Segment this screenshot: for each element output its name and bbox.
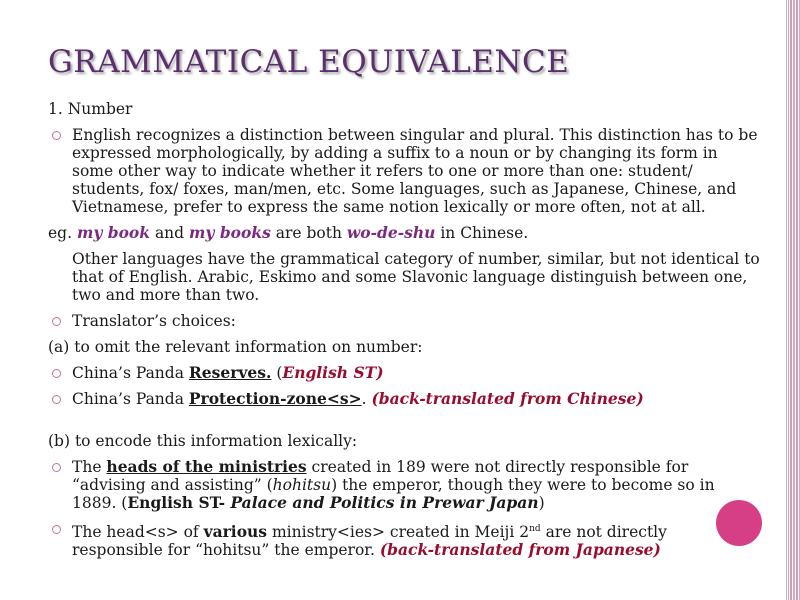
bullet-reserves (48, 364, 760, 382)
b1-heads: heads of the ministries (106, 457, 307, 476)
b1-english-st: English ST- (127, 493, 226, 512)
a2-protection-zone: Protection-zone<s> (188, 389, 362, 408)
slide-title: GRAMMATICAL EQUIVALENCE (48, 44, 570, 80)
b1-hohitsu: hohitsu (272, 476, 332, 494)
slide-body (48, 100, 760, 567)
b1-t3: ) the emperor, though they were to become so in 1889. ( (72, 476, 715, 512)
a1-note: English ST) (282, 363, 384, 382)
a1-reserves: Reserves. (188, 363, 272, 382)
b2-various: various (203, 522, 268, 542)
bullet-heads-of-ministries (48, 458, 760, 512)
b2-t3: are not directly responsible for “hohitsu” the emperor. (72, 523, 667, 560)
option-a-line: (a) to omit the relevant information on number: (48, 338, 423, 356)
a1-paren: ( (271, 364, 283, 382)
eg-my-books: my books (189, 223, 271, 242)
eg-middle: are both (270, 224, 347, 242)
bullet-various-ministries (48, 520, 760, 559)
decorative-pink-circle (716, 500, 762, 546)
bullet-translators-choices: Translator’s choices: (48, 312, 760, 330)
a2-note: (back-translated from Chinese) (371, 389, 644, 408)
eg-prefix: eg. (48, 224, 77, 242)
example-line (48, 224, 760, 242)
b2-t1: The head<s> of (72, 523, 204, 542)
b2-note: (back-translated from Japanese) (379, 540, 661, 560)
eg-my-book: my book (76, 223, 151, 242)
option-b-line: (b) to encode this information lexically: (48, 432, 358, 450)
b2-t2: ministry<ies> created in Meiji 2 (267, 523, 530, 542)
b1-t4: ) (538, 494, 545, 512)
eg-wo-de-shu: wo-de-shu (346, 223, 436, 242)
b1-t2: created in 189 were not directly responsible for “advising and assisting” ( (72, 458, 689, 494)
b1-t1: The (72, 458, 107, 476)
a2-dot: . (361, 390, 372, 408)
section-heading: 1. Number (48, 100, 133, 118)
b2-sup: nd (529, 524, 541, 534)
eg-suffix: in Chinese. (435, 224, 529, 242)
a2-prefix: China’s Panda (72, 390, 189, 408)
a1-prefix: China’s Panda (72, 364, 189, 382)
decorative-stripes (786, 0, 800, 600)
b1-book-title: Palace and Politics in Prewar Japan (225, 493, 539, 512)
other-languages-paragraph: Other languages have the grammatical category of number, similar, but not identical to that of English. Arabic, Eskimo and some Slavonic language distinguish between one, two and more than two. (72, 250, 760, 304)
bullet-number-intro: English recognizes a distinction between singular and plural. This distinction has to be expressed morphologically, by adding a suffix to a noun or by changing its form in some other way to indicate whether it refers to one or more than one: student/ students, fox/ foxes, man/men, etc. Some languages, such as Japanese, Chinese, and Vietnamese, prefer to express the same notion lexically or more often, not at all. (48, 126, 760, 216)
spacer (48, 416, 760, 432)
eg-and: and (150, 224, 190, 242)
bullet-protection-zone (48, 390, 760, 408)
